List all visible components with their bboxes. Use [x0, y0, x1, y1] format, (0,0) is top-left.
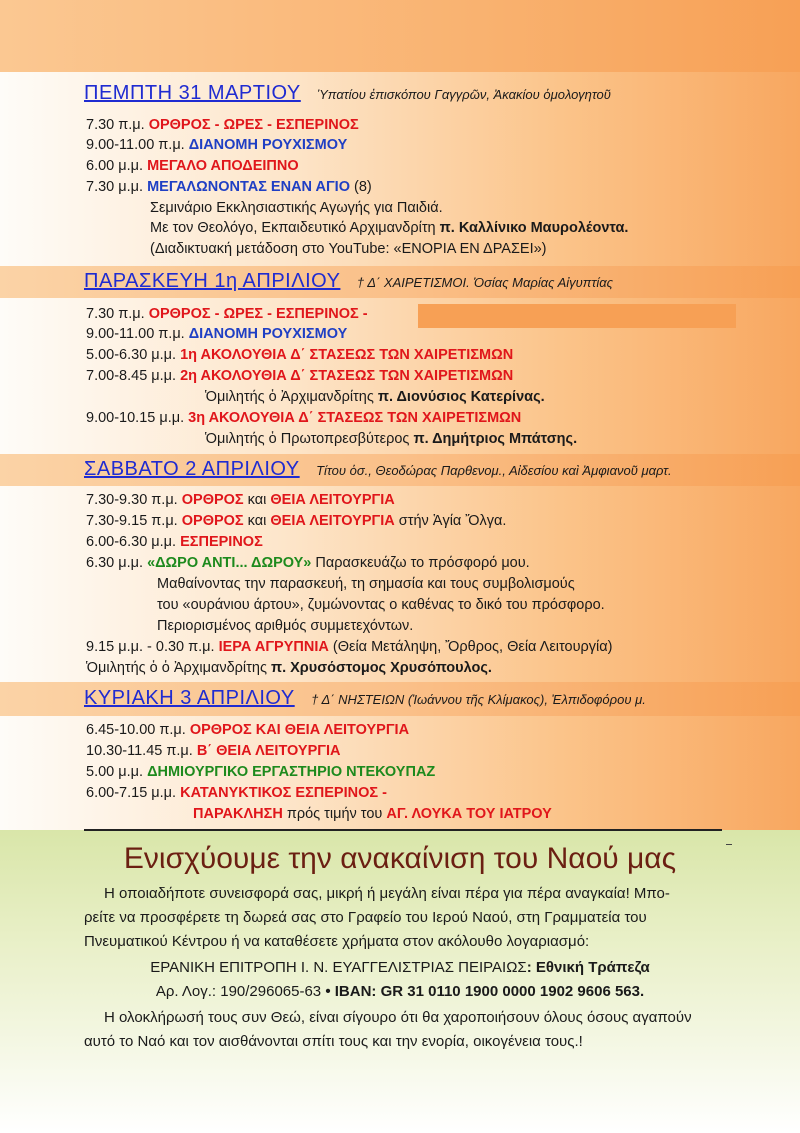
line-time: 9.15 μ.μ. - 0.30 π.μ. [86, 639, 215, 655]
bullet-icon: • [325, 983, 331, 1000]
line-event: ΠΑΡΑΚΛΗΣΗ [193, 806, 283, 822]
schedule-line [86, 784, 387, 802]
schedule-line [86, 178, 372, 196]
day-name: ΠΕΜΠΤΗ 31 ΜΑΡΤΙΟΥ [84, 82, 301, 104]
day-name: ΚΥΡΙΑΚΗ 3 ΑΠΡΙΛΙΟΥ [84, 687, 295, 709]
schedule-line [86, 554, 530, 572]
line-time: 7.30-9.15 π.μ. [86, 513, 178, 529]
line-event: 1η ΑΚΟΛΟΥΘΙΑ Δ΄ ΣΤΑΣΕΩΣ ΤΩΝ ΧΑΙΡΕΤΙΣΜΩΝ [180, 347, 514, 363]
line-event: ΘΕΙΑ ΛΕΙΤΟΥΡΓΙΑ [270, 492, 395, 508]
line-event: ΙΕΡΑ ΑΓΡΥΠΝΙΑ [218, 639, 329, 655]
schedule-line [86, 533, 263, 551]
schedule-line [86, 136, 347, 154]
line-connector: πρός τιμήν του [286, 806, 383, 822]
note-text: Με τον Θεολόγο, Εκπαιδευτικό Αρχιμανδρίτη [150, 220, 436, 236]
line-time: 5.00-6.30 μ.μ. [86, 347, 177, 363]
line-event: «ΔΩΡΟ ΑΝΤΙ... ΔΩΡΟΥ» [147, 555, 312, 571]
schedule-note [86, 659, 492, 677]
line-connector: και [247, 492, 267, 508]
line-time: 5.00 μ.μ. [86, 764, 144, 780]
line-time: 7.30 π.μ. [86, 306, 145, 322]
bank-committee-line [0, 958, 800, 978]
appeal-paragraph-line: Η οποιαδήποτε συνεισφορά σας, μικρή ή μεγάλη είναι πέρα για πέρα αναγκαία! Μπο- [104, 885, 670, 902]
schedule-note: Περιορισμένος αριθμός συμμετεχόντων. [157, 618, 414, 634]
line-event: ΑΓ. ΛΟΥΚΑ ΤΟΥ ΙΑΤΡΟΥ [386, 806, 552, 822]
schedule-line [86, 157, 299, 175]
appeal-paragraph-line: αυτό το Ναό και τον αισθάνονται σπίτι τους και την ενορία, οικογένεια τους.! [84, 1033, 583, 1050]
committee-name: ΕΡΑΝΙΚΗ ΕΠΙΤΡΟΠΗ Ι. Ν. ΕΥΑΓΓΕΛΙΣΤΡΙΑΣ ΠΕΙΡΑΙΩΣ [150, 959, 527, 976]
line-extra: (Θεία Μετάληψη, Ὄρθρος, Θεία Λειτουργία) [332, 639, 613, 655]
line-event: ΟΡΘΡΟΣ [181, 513, 244, 529]
line-time: 9.00-11.00 π.μ. [86, 326, 185, 342]
appeal-paragraph-line: Η ολοκλήρωσή τους συν Θεώ, είναι σίγουρο ότι θα χαροποιήσουν όλους όσους αγαπούν [104, 1009, 692, 1026]
line-event: ΚΑΤΑΝΥΚΤΙΚΟΣ ΕΣΠΕΡΙΝΟΣ - [180, 785, 387, 801]
redaction-block [418, 304, 736, 328]
schedule-line [86, 346, 513, 364]
schedule-line [86, 367, 513, 385]
line-time: 7.30 μ.μ. [86, 179, 144, 195]
line-time: 7.00-8.45 μ.μ. [86, 368, 177, 384]
day-name: ΠΑΡΑΣΚΕΥΗ 1η ΑΠΡΙΛΙΟΥ [84, 270, 341, 292]
line-time: 6.45-10.00 π.μ. [86, 722, 186, 738]
line-event: ΟΡΘΡΟΣ ΚΑΙ ΘΕΙΑ ΛΕΙΤΟΥΡΓΙΑ [189, 722, 410, 738]
line-connector: και [247, 513, 267, 529]
line-event: ΔΙΑΝΟΜΗ ΡΟΥΧΙΣΜΟΥ [188, 326, 348, 342]
line-event: ΟΡΘΡΟΣ - ΩΡΕΣ - ΕΣΠΕΡΙΝΟΣ [148, 117, 359, 133]
line-event: Β΄ ΘΕΙΑ ΛΕΙΤΟΥΡΓΙΑ [196, 743, 341, 759]
line-event: ΘΕΙΑ ΛΕΙΤΟΥΡΓΙΑ [270, 513, 395, 529]
schedule-line [86, 742, 340, 760]
bank-name: : Εθνική Τράπεζα [526, 959, 650, 976]
line-event: ΜΕΓΑΛΩΝΟΝΤΑΣ ΕΝΑΝ ΑΓΙΟ [147, 179, 350, 195]
iban-number: IBAN: GR 31 0110 1900 0000 1902 9606 563. [334, 983, 645, 1000]
section-divider [84, 829, 722, 831]
day-heading-friday [84, 270, 613, 293]
day-heading-sunday [84, 687, 646, 710]
schedule-line [86, 721, 409, 739]
day-heading-saturday [84, 458, 672, 481]
line-event: 2η ΑΚΟΛΟΥΘΙΑ Δ΄ ΣΤΑΣΕΩΣ ΤΩΝ ΧΑΙΡΕΤΙΣΜΩΝ [180, 368, 514, 384]
schedule-note: Μαθαίνοντας την παρασκευή, τη σημασία και τους συμβολισμούς [157, 576, 575, 592]
line-time: 7.30-9.30 π.μ. [86, 492, 178, 508]
schedule-line [86, 638, 612, 656]
schedule-line [86, 491, 395, 509]
schedule-line [86, 763, 435, 781]
line-event: ΔΗΜΙΟΥΡΓΙΚΟ ΕΡΓΑΣΤΗΡΙΟ ΝΤΕΚΟΥΠΑΖ [147, 764, 436, 780]
line-time: 7.30 π.μ. [86, 117, 145, 133]
schedule-note: του «ουράνιου άρτου», ζυμώνοντας ο καθένας το δικό του πρόσφορο. [157, 597, 605, 613]
note-text: Ὁμιλητής ὁ Πρωτοπρεσβύτερος [205, 431, 410, 447]
line-event: 3η ΑΚΟΛΟΥΘΙΑ Δ΄ ΣΤΑΣΕΩΣ ΤΩΝ ΧΑΙΡΕΤΙΣΜΩΝ [188, 410, 522, 426]
day-feast: † Δ΄ ΧΑΙΡΕΤΙΣΜΟΙ. Ὁσίας Μαρίας Αἰγυπτίας [356, 275, 613, 290]
schedule-line [193, 805, 552, 823]
schedule-line [86, 325, 347, 343]
schedule-note [205, 430, 577, 448]
appeal-paragraph-line: Πνευματικού Κέντρου ή να καταθέσετε χρήματα στον ακόλουθο λογαριασμό: [84, 933, 590, 950]
line-event: ΔΙΑΝΟΜΗ ΡΟΥΧΙΣΜΟΥ [188, 137, 348, 153]
line-time: 6.30 μ.μ. [86, 555, 144, 571]
line-time: 10.30-11.45 π.μ. [86, 743, 193, 759]
schedule-note [150, 219, 628, 237]
day-feast: Ὑπατίου ἐπισκόπου Γαγγρῶν, Ἀκακίου ὁμολογητοῦ [317, 87, 611, 102]
line-event: ΜΕΓΑΛΟ ΑΠΟΔΕΙΠΝΟ [147, 158, 299, 174]
appeal-title: Ενισχύουμε την ανακαίνιση του Ναού μας [123, 842, 677, 875]
day-name: ΣΑΒΒΑΤΟ 2 ΑΠΡΙΛΙΟΥ [84, 458, 300, 480]
schedule-line [86, 305, 368, 323]
appeal-paragraph-line: ρείτε να προσφέρετε τη δωρεά σας στο Γραφείο του Ιερού Ναού, στη Γραμματεία του [84, 909, 647, 926]
line-event: ΟΡΘΡΟΣ [181, 492, 244, 508]
schedule-note: (Διαδικτυακή μετάδοση στο YouTube: «ΕΝΟΡΙΑ ΕΝ ΔΡΑΣΕΙ») [150, 241, 547, 257]
note-text: Ὁμιλητής ὁ Ἀρχιμανδρίτης [205, 389, 374, 405]
line-extra: Παρασκευάζω το πρόσφορό μου. [315, 555, 530, 571]
note-speaker: π. Δημήτριος Μπάτσης. [413, 431, 578, 447]
note-speaker: π. Καλλίνικο Μαυρολέοντα. [439, 220, 629, 236]
schedule-note: Σεμινάριο Εκκλησιαστικής Αγωγής για Παιδιά. [150, 200, 443, 216]
day-feast: † Δ΄ ΝΗΣΤΕΙΩΝ (Ἰωάννου τῆς Κλίμακος), Ἐλπιδοφόρου μ. [311, 692, 646, 707]
line-extra: (8) [354, 179, 372, 195]
line-time: 6.00 μ.μ. [86, 158, 144, 174]
line-extra: στήν Ἁγία Ὄλγα. [398, 513, 507, 529]
day-heading-thursday [84, 82, 611, 105]
schedule-note [205, 388, 545, 406]
line-time: 6.00-6.30 μ.μ. [86, 534, 177, 550]
day-feast: Τίτου ὁσ., Θεοδώρας Παρθενομ., Αἰδεσίου καὶ Ἀμφιανοῦ μαρτ. [316, 463, 672, 478]
line-event: ΟΡΘΡΟΣ - ΩΡΕΣ - ΕΣΠΕΡΙΝΟΣ - [148, 306, 368, 322]
schedule-line [86, 409, 521, 427]
line-time: 9.00-11.00 π.μ. [86, 137, 185, 153]
account-number: Αρ. Λογ.: 190/296065-63 [155, 983, 322, 1000]
note-text: Ὁμιλητής ὁ ὁ Ἀρχιμανδρίτης [86, 660, 267, 676]
schedule-line [86, 116, 359, 134]
note-speaker: π. Διονύσιος Κατερίνας. [377, 389, 545, 405]
line-time: 6.00-7.15 μ.μ. [86, 785, 177, 801]
schedule-line [86, 512, 506, 530]
line-event: ΕΣΠΕΡΙΝΟΣ [180, 534, 263, 550]
top-strip [0, 0, 800, 72]
note-speaker: π. Χρυσόστομος Χρυσόπουλος. [270, 660, 492, 676]
bank-account-line [0, 982, 800, 1002]
line-time: 9.00-10.15 μ.μ. [86, 410, 185, 426]
